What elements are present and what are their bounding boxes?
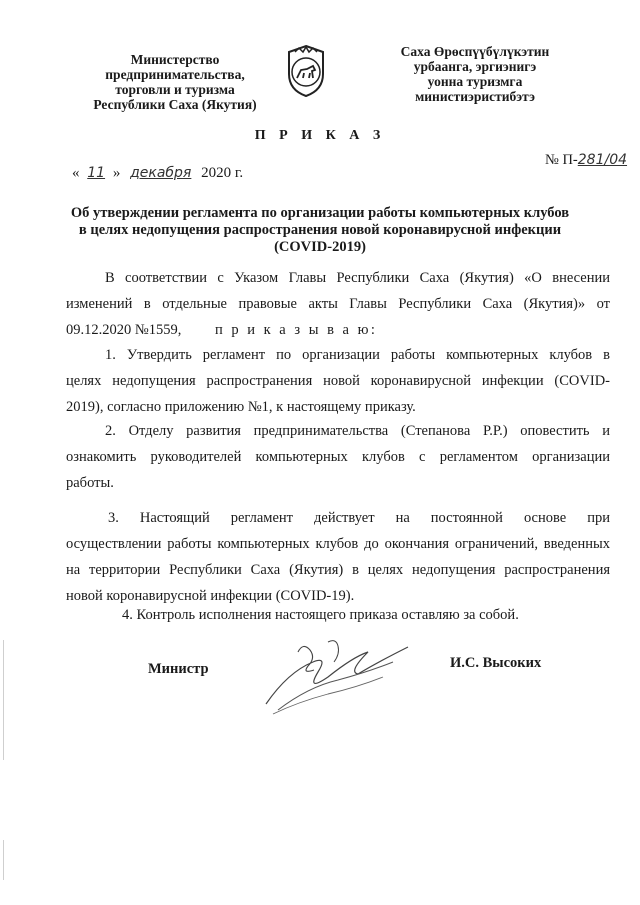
item-4-line-1: 4. Контроль исполнения настоящего приказа оставляю за собой. xyxy=(122,607,519,623)
ministry-name-sakha-line: министиэристибэтэ xyxy=(415,89,535,104)
item-3-line-1: 3. Настоящий регламент действует на постоянной основе при xyxy=(108,510,610,526)
handwritten-signature xyxy=(258,632,418,718)
ministry-name-ru-line: предпринимательства, xyxy=(105,67,245,82)
date-quote-open: « xyxy=(72,165,80,181)
date-quote-close: » xyxy=(112,165,121,181)
item-2-line-2: ознакомить руководителей компьютерных клубов с регламентом организации xyxy=(66,449,610,465)
order-number xyxy=(545,152,627,169)
item-1-line-2: целях недопущения распространения новой коронавирусной инфекции (COVID- xyxy=(66,373,610,389)
ministry-name-sakha-line: Саха Өрөспүүбүлүкэтин xyxy=(400,44,550,59)
ministry-name-ru-line: торговли и туризма xyxy=(115,82,235,97)
republic-emblem-icon xyxy=(283,44,329,98)
item-3-line-3: на территории Республики Саха (Якутия) в целях недопущения распространения xyxy=(66,562,610,578)
ministry-name-ru xyxy=(80,52,270,112)
order-date xyxy=(72,165,243,182)
item-1-line-3: 2019), согласно приложению №1, к настоящему приказу. xyxy=(66,399,416,415)
intro-line-2: изменений в отдельные правовые акты Главы Республики Саха (Якутия)» от xyxy=(66,296,610,312)
order-title: Об утверждении регламента по организации работы компьютерных клубов в целях недопущения распространения новой коронавирусной инфекции (COVID-2019) xyxy=(70,205,570,255)
order-verb: п р и к а з ы в а ю: xyxy=(214,322,378,338)
order-number-value: 281/04 xyxy=(577,152,628,168)
intro-line-3 xyxy=(66,322,377,339)
signatory-name: И.С. Высоких xyxy=(450,655,542,671)
date-year: 2020 г. xyxy=(201,165,244,181)
ministry-name-sakha xyxy=(375,44,575,104)
item-3-line-2: осуществлении работы компьютерных клубов до окончания ограничений, введенных xyxy=(66,536,610,552)
ministry-name-ru-line: Республики Саха (Якутия) xyxy=(93,97,257,112)
scan-artifact xyxy=(3,640,4,760)
order-number-prefix: № П- xyxy=(545,152,578,168)
item-2-line-1: 2. Отделу развития предпринимательства (Степанова Р.Р.) оповестить и xyxy=(105,423,610,439)
intro-reference: 09.12.2020 №1559, xyxy=(66,322,182,338)
date-month: декабря xyxy=(130,165,192,181)
ministry-name-ru-line: Министерство xyxy=(130,52,220,67)
item-1-line-1: 1. Утвердить регламент по организации работы компьютерных клубов в xyxy=(105,347,610,363)
signatory-position: Министр xyxy=(148,661,209,677)
date-day: 11 xyxy=(87,165,106,181)
item-2-line-3: работы. xyxy=(66,475,114,491)
scan-artifact xyxy=(3,840,4,880)
body-line xyxy=(105,270,610,287)
document-type: П Р И К А З xyxy=(254,128,386,143)
intro-line-1: В соответствии с Указом Главы Республики Саха (Якутия) «О внесении xyxy=(105,270,610,286)
ministry-name-sakha-line: уонна туризмга xyxy=(427,74,523,89)
ministry-name-sakha-line: урбаанга, эргиэнигэ xyxy=(413,59,537,74)
item-3-line-4: новой коронавирусной инфекции (COVID-19). xyxy=(66,588,355,604)
